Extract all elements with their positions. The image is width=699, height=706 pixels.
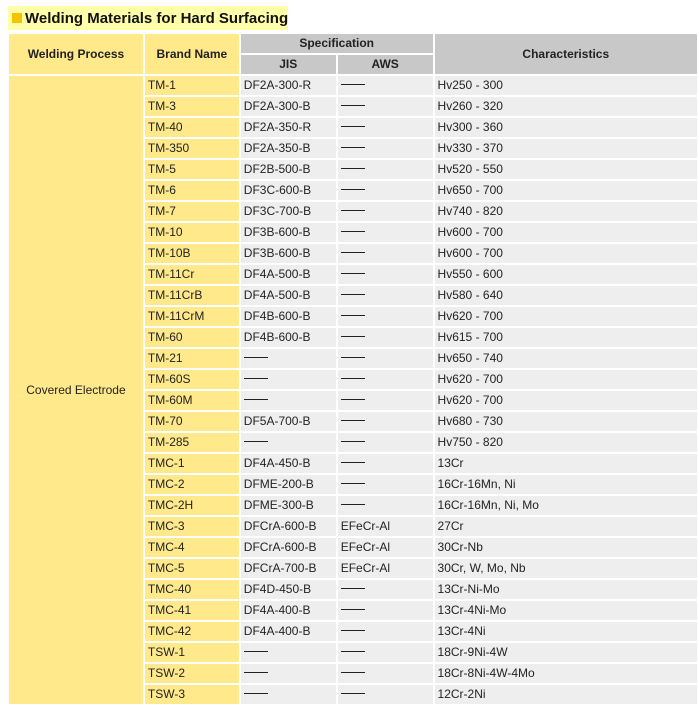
brand-name-cell: TM-350 xyxy=(145,139,239,158)
brand-name-cell: TM-285 xyxy=(145,433,239,452)
brand-name-cell: TMC-2H xyxy=(145,496,239,515)
characteristics-cell: 16Cr-16Mn, Ni, Mo xyxy=(435,496,697,515)
aws-cell xyxy=(338,622,433,641)
brand-name-cell: TM-1 xyxy=(145,76,239,95)
brand-name-cell: TM-10B xyxy=(145,244,239,263)
dash-placeholder xyxy=(341,672,365,673)
characteristics-cell: Hv750 - 820 xyxy=(435,433,697,452)
characteristics-cell: 18Cr-8Ni-4W-4Mo xyxy=(435,664,697,683)
section-title-text: Welding Materials for Hard Surfacing xyxy=(25,9,289,27)
brand-name-cell: TMC-4 xyxy=(145,538,239,557)
aws-cell xyxy=(338,412,433,431)
jis-cell: DF2A-350-R xyxy=(241,118,336,137)
dash-placeholder xyxy=(341,651,365,652)
aws-cell xyxy=(338,202,433,221)
aws-cell xyxy=(338,286,433,305)
brand-name-cell: TMC-3 xyxy=(145,517,239,536)
dash-placeholder xyxy=(244,693,268,694)
dash-placeholder xyxy=(341,357,365,358)
aws-cell: EFeCr-Al xyxy=(338,517,433,536)
dash-placeholder xyxy=(341,147,365,148)
brand-name-cell: TMC-1 xyxy=(145,454,239,473)
aws-cell xyxy=(338,685,433,704)
jis-cell: DF4A-500-B xyxy=(241,286,336,305)
characteristics-cell: Hv250 - 300 xyxy=(435,76,697,95)
characteristics-cell: 30Cr, W, Mo, Nb xyxy=(435,559,697,578)
characteristics-cell: 30Cr-Nb xyxy=(435,538,697,557)
brand-name-cell: TM-3 xyxy=(145,97,239,116)
dash-placeholder xyxy=(341,378,365,379)
jis-cell: DF3C-700-B xyxy=(241,202,336,221)
characteristics-cell: 13Cr-4Ni xyxy=(435,622,697,641)
aws-cell xyxy=(338,391,433,410)
dash-placeholder xyxy=(341,420,365,421)
characteristics-cell: Hv600 - 700 xyxy=(435,244,697,263)
jis-cell: DF5A-700-B xyxy=(241,412,336,431)
aws-cell xyxy=(338,97,433,116)
jis-cell: DF4D-450-B xyxy=(241,580,336,599)
jis-cell: DF2A-300-R xyxy=(241,76,336,95)
dash-placeholder xyxy=(341,210,365,211)
characteristics-cell: Hv620 - 700 xyxy=(435,370,697,389)
welding-process-cell: Covered Electrode xyxy=(9,76,143,704)
characteristics-cell: Hv680 - 730 xyxy=(435,412,697,431)
dash-placeholder xyxy=(341,231,365,232)
characteristics-cell: Hv620 - 700 xyxy=(435,307,697,326)
aws-cell xyxy=(338,244,433,263)
aws-cell xyxy=(338,160,433,179)
table-row xyxy=(9,76,697,95)
characteristics-cell: Hv600 - 700 xyxy=(435,223,697,242)
jis-cell: DF4B-600-B xyxy=(241,307,336,326)
characteristics-cell: Hv740 - 820 xyxy=(435,202,697,221)
characteristics-cell: Hv615 - 700 xyxy=(435,328,697,347)
brand-name-cell: TM-21 xyxy=(145,349,239,368)
jis-cell: DFCrA-600-B xyxy=(241,538,336,557)
dash-placeholder xyxy=(341,630,365,631)
jis-cell: DF2B-500-B xyxy=(241,160,336,179)
dash-placeholder xyxy=(341,441,365,442)
brand-name-cell: TMC-5 xyxy=(145,559,239,578)
dash-placeholder xyxy=(244,399,268,400)
characteristics-cell: Hv650 - 740 xyxy=(435,349,697,368)
brand-name-cell: TM-6 xyxy=(145,181,239,200)
aws-cell: EFeCr-Al xyxy=(338,559,433,578)
dash-placeholder xyxy=(244,378,268,379)
aws-cell xyxy=(338,139,433,158)
brand-name-cell: TMC-2 xyxy=(145,475,239,494)
characteristics-cell: Hv520 - 550 xyxy=(435,160,697,179)
jis-cell: DFME-200-B xyxy=(241,475,336,494)
brand-name-cell: TM-7 xyxy=(145,202,239,221)
dash-placeholder xyxy=(341,462,365,463)
brand-name-cell: TM-70 xyxy=(145,412,239,431)
aws-cell xyxy=(338,181,433,200)
brand-name-cell: TM-11CrB xyxy=(145,286,239,305)
brand-name-cell: TSW-2 xyxy=(145,664,239,683)
aws-cell xyxy=(338,328,433,347)
dash-placeholder xyxy=(341,126,365,127)
dash-placeholder xyxy=(341,294,365,295)
aws-cell: EFeCr-Al xyxy=(338,538,433,557)
brand-name-cell: TM-11CrM xyxy=(145,307,239,326)
characteristics-cell: Hv580 - 640 xyxy=(435,286,697,305)
characteristics-cell: 18Cr-9Ni-4W xyxy=(435,643,697,662)
jis-cell: DFME-300-B xyxy=(241,496,336,515)
header-brand-name: Brand Name xyxy=(145,34,239,74)
dash-placeholder xyxy=(341,693,365,694)
jis-cell: DF3B-600-B xyxy=(241,244,336,263)
dash-placeholder xyxy=(341,84,365,85)
header-aws: AWS xyxy=(338,55,433,74)
jis-cell: DF3C-600-B xyxy=(241,181,336,200)
jis-cell xyxy=(241,349,336,368)
jis-cell: DF4B-600-B xyxy=(241,328,336,347)
brand-name-cell: TSW-1 xyxy=(145,643,239,662)
jis-cell: DF4A-400-B xyxy=(241,622,336,641)
dash-placeholder xyxy=(341,315,365,316)
characteristics-cell: Hv330 - 370 xyxy=(435,139,697,158)
header-welding-process: Welding Process xyxy=(9,34,143,74)
jis-cell xyxy=(241,664,336,683)
brand-name-cell: TM-10 xyxy=(145,223,239,242)
aws-cell xyxy=(338,475,433,494)
aws-cell xyxy=(338,643,433,662)
jis-cell xyxy=(241,370,336,389)
dash-placeholder xyxy=(341,189,365,190)
brand-name-cell: TMC-41 xyxy=(145,601,239,620)
jis-cell: DF2A-350-B xyxy=(241,139,336,158)
brand-name-cell: TM-11Cr xyxy=(145,265,239,284)
header-characteristics: Characteristics xyxy=(435,34,697,74)
jis-cell: DF4A-500-B xyxy=(241,265,336,284)
characteristics-cell: 13Cr-Ni-Mo xyxy=(435,580,697,599)
jis-cell: DF4A-400-B xyxy=(241,601,336,620)
aws-cell xyxy=(338,76,433,95)
aws-cell xyxy=(338,223,433,242)
header-jis: JIS xyxy=(241,55,336,74)
aws-cell xyxy=(338,664,433,683)
aws-cell xyxy=(338,454,433,473)
jis-cell: DF2A-300-B xyxy=(241,97,336,116)
dash-placeholder xyxy=(244,651,268,652)
aws-cell xyxy=(338,370,433,389)
aws-cell xyxy=(338,580,433,599)
brand-name-cell: TM-60M xyxy=(145,391,239,410)
characteristics-cell: 12Cr-2Ni xyxy=(435,685,697,704)
dash-placeholder xyxy=(244,672,268,673)
dash-placeholder xyxy=(341,105,365,106)
dash-placeholder xyxy=(341,252,365,253)
brand-name-cell: TM-60S xyxy=(145,370,239,389)
characteristics-cell: Hv300 - 360 xyxy=(435,118,697,137)
characteristics-cell: Hv260 - 320 xyxy=(435,97,697,116)
dash-placeholder xyxy=(244,357,268,358)
aws-cell xyxy=(338,496,433,515)
dash-placeholder xyxy=(341,588,365,589)
dash-placeholder xyxy=(341,336,365,337)
jis-cell: DF3B-600-B xyxy=(241,223,336,242)
jis-cell xyxy=(241,391,336,410)
section-title xyxy=(8,6,288,30)
characteristics-cell: 16Cr-16Mn, Ni xyxy=(435,475,697,494)
header-specification: Specification xyxy=(241,34,433,53)
jis-cell xyxy=(241,643,336,662)
aws-cell xyxy=(338,601,433,620)
aws-cell xyxy=(338,307,433,326)
characteristics-cell: 13Cr-4Ni-Mo xyxy=(435,601,697,620)
brand-name-cell: TM-60 xyxy=(145,328,239,347)
dash-placeholder xyxy=(341,168,365,169)
dash-placeholder xyxy=(341,273,365,274)
aws-cell xyxy=(338,265,433,284)
jis-cell: DFCrA-600-B xyxy=(241,517,336,536)
brand-name-cell: TM-5 xyxy=(145,160,239,179)
characteristics-cell: 27Cr xyxy=(435,517,697,536)
jis-cell xyxy=(241,433,336,452)
characteristics-cell: 13Cr xyxy=(435,454,697,473)
welding-materials-table xyxy=(7,32,699,706)
dash-placeholder xyxy=(341,504,365,505)
dash-placeholder xyxy=(341,399,365,400)
characteristics-cell: Hv650 - 700 xyxy=(435,181,697,200)
characteristics-cell: Hv550 - 600 xyxy=(435,265,697,284)
dash-placeholder xyxy=(341,483,365,484)
brand-name-cell: TM-40 xyxy=(145,118,239,137)
jis-cell xyxy=(241,685,336,704)
square-bullet-icon xyxy=(12,13,22,23)
brand-name-cell: TMC-40 xyxy=(145,580,239,599)
table-body xyxy=(9,76,697,704)
aws-cell xyxy=(338,349,433,368)
brand-name-cell: TSW-3 xyxy=(145,685,239,704)
characteristics-cell: Hv620 - 700 xyxy=(435,391,697,410)
dash-placeholder xyxy=(244,441,268,442)
brand-name-cell: TMC-42 xyxy=(145,622,239,641)
aws-cell xyxy=(338,118,433,137)
jis-cell: DF4A-450-B xyxy=(241,454,336,473)
aws-cell xyxy=(338,433,433,452)
dash-placeholder xyxy=(341,609,365,610)
jis-cell: DFCrA-700-B xyxy=(241,559,336,578)
